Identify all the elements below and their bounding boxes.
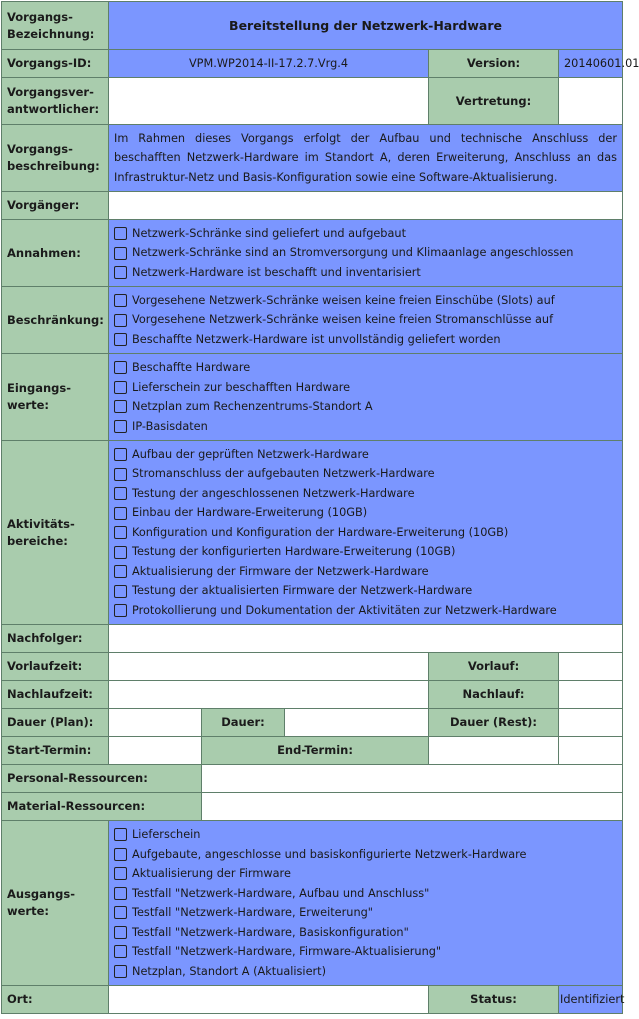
checkbox-icon[interactable] [114, 867, 127, 880]
checkbox-icon[interactable] [114, 247, 127, 260]
ausgangswerte-item[interactable]: Aktualisierung der Firmware [114, 864, 617, 884]
beschraenkung-item[interactable]: Beschaffte Netzwerk-Hardware ist unvollständig geliefert worden [114, 330, 617, 350]
ausgangswerte-item[interactable]: Netzplan, Standort A (Aktualisiert) [114, 962, 617, 982]
aktivitaeten-item[interactable]: Konfiguration und Konfiguration der Hardware-Erweiterung (10GB) [114, 523, 617, 543]
checkbox-icon[interactable] [114, 828, 127, 841]
checkbox-icon[interactable] [114, 906, 127, 919]
beschraenkung-label: Beschränkung: [2, 287, 109, 354]
annahmen-label: Annahmen: [2, 220, 109, 287]
vorgaenger-value[interactable] [109, 192, 623, 220]
end-termin-extra[interactable] [559, 737, 623, 765]
annahmen-item[interactable]: Netzwerk-Schränke sind an Stromversorgung und Klimaanlage angeschlossen [114, 243, 617, 263]
aktivitaeten-item[interactable]: Testung der angeschlossenen Netzwerk-Hardware [114, 484, 617, 504]
version-label: Version: [429, 50, 559, 78]
eingangswerte-list [109, 354, 623, 441]
checkbox-icon[interactable] [114, 448, 127, 461]
vertretung-value[interactable] [559, 78, 623, 125]
dauer-value[interactable] [285, 709, 429, 737]
aktivitaeten-item[interactable]: Einbau der Hardware-Erweiterung (10GB) [114, 503, 617, 523]
aktivitaeten-item[interactable]: Stromanschluss der aufgebauten Netzwerk-Hardware [114, 464, 617, 484]
ausgangswerte-item[interactable]: Lieferschein [114, 825, 617, 845]
checkbox-icon[interactable] [114, 887, 127, 900]
aktivitaeten-list [109, 441, 623, 625]
ausgangswerte-item[interactable]: Testfall "Netzwerk-Hardware, Basiskonfiguration" [114, 923, 617, 943]
annahmen-list [109, 220, 623, 287]
checkbox-icon[interactable] [114, 381, 127, 394]
dauer-plan-label: Dauer (Plan): [2, 709, 109, 737]
ausgangswerte-item[interactable]: Testfall "Netzwerk-Hardware, Erweiterung" [114, 903, 617, 923]
verantwortlicher-value[interactable] [109, 78, 429, 125]
eingangswerte-label: Eingangs-werte: [2, 354, 109, 441]
ausgangswerte-list [109, 821, 623, 986]
aktivitaeten-item[interactable]: Testung der aktualisierten Firmware der Netzwerk-Hardware [114, 581, 617, 601]
eingangswerte-item[interactable]: Lieferschein zur beschafften Hardware [114, 378, 617, 398]
checkbox-icon[interactable] [114, 526, 127, 539]
start-termin-label: Start-Termin: [2, 737, 109, 765]
dauer-rest-value[interactable] [559, 709, 623, 737]
aktivitaeten-item[interactable]: Aufbau der geprüften Netzwerk-Hardware [114, 445, 617, 465]
eingangswerte-item[interactable]: Netzplan zum Rechenzentrums-Standort A [114, 397, 617, 417]
nachlaufzeit-value[interactable] [109, 681, 429, 709]
dauer-rest-label: Dauer (Rest): [429, 709, 559, 737]
checkbox-icon[interactable] [114, 565, 127, 578]
beschraenkung-item[interactable]: Vorgesehene Netzwerk-Schränke weisen keine freien Einschübe (Slots) auf [114, 291, 617, 311]
checkbox-icon[interactable] [114, 507, 127, 520]
ausgangswerte-label: Ausgangs-werte: [2, 821, 109, 986]
nachfolger-value[interactable] [109, 625, 623, 653]
eingangswerte-item[interactable]: IP-Basisdaten [114, 417, 617, 437]
aktivitaeten-item[interactable]: Aktualisierung der Firmware der Netzwerk-Hardware [114, 562, 617, 582]
checkbox-icon[interactable] [114, 314, 127, 327]
material-ressourcen-label: Material-Ressourcen: [2, 793, 202, 821]
dauer-label: Dauer: [202, 709, 285, 737]
checkbox-icon[interactable] [114, 294, 127, 307]
nachlauf-label: Nachlauf: [429, 681, 559, 709]
checkbox-icon[interactable] [114, 585, 127, 598]
process-title: Bereitstellung der Netzwerk-Hardware [109, 2, 623, 50]
personal-ressourcen-value[interactable] [202, 765, 623, 793]
beschreibung-text: Im Rahmen dieses Vorgangs erfolgt der Aufbau und technische Anschluss der beschafften Netzwerk-Hardware im Standort A, deren Erweiterung, Anschluss an das Infrastruktur-Netz und Basis-Konfiguration sowie eine Software-Aktualisierung. [109, 125, 623, 192]
ort-label: Ort: [2, 986, 109, 1014]
ausgangswerte-item[interactable]: Testfall "Netzwerk-Hardware, Aufbau und Anschluss" [114, 884, 617, 904]
checkbox-icon[interactable] [114, 965, 127, 978]
process-form-table [1, 1, 639, 1014]
checkbox-icon[interactable] [114, 487, 127, 500]
beschraenkung-item[interactable]: Vorgesehene Netzwerk-Schränke weisen keine freien Stromanschlüsse auf [114, 310, 617, 330]
checkbox-icon[interactable] [114, 400, 127, 413]
eingangswerte-item[interactable]: Beschaffte Hardware [114, 358, 617, 378]
ort-value[interactable] [109, 986, 429, 1014]
status-value: Identifiziert [559, 986, 623, 1014]
checkbox-icon[interactable] [114, 333, 127, 346]
aktivitaeten-item[interactable]: Protokollierung und Dokumentation der Aktivitäten zur Netzwerk-Hardware [114, 601, 617, 621]
checkbox-icon[interactable] [114, 468, 127, 481]
id-value: VPM.WP2014-II-17.2.7.Vrg.4 [109, 50, 429, 78]
beschreibung-label: Vorgangs-beschreibung: [2, 125, 109, 192]
aktivitaeten-item[interactable]: Testung der konfigurierten Hardware-Erweiterung (10GB) [114, 542, 617, 562]
checkbox-icon[interactable] [114, 604, 127, 617]
checkbox-icon[interactable] [114, 945, 127, 958]
nachfolger-label: Nachfolger: [2, 625, 109, 653]
bezeichnung-label: Vorgangs-Bezeichnung: [2, 2, 109, 50]
ausgangswerte-item[interactable]: Aufgebaute, angeschlosse und basiskonfigurierte Netzwerk-Hardware [114, 845, 617, 865]
vorlaufzeit-label: Vorlaufzeit: [2, 653, 109, 681]
beschraenkung-list [109, 287, 623, 354]
version-value: 20140601.01 [559, 50, 623, 78]
end-termin-label: End-Termin: [202, 737, 429, 765]
vorlaufzeit-value[interactable] [109, 653, 429, 681]
id-label: Vorgangs-ID: [2, 50, 109, 78]
vorlauf-value[interactable] [559, 653, 623, 681]
personal-ressourcen-label: Personal-Ressourcen: [2, 765, 202, 793]
annahmen-item[interactable]: Netzwerk-Schränke sind geliefert und aufgebaut [114, 224, 617, 244]
checkbox-icon[interactable] [114, 361, 127, 374]
checkbox-icon[interactable] [114, 546, 127, 559]
nachlaufzeit-label: Nachlaufzeit: [2, 681, 109, 709]
checkbox-icon[interactable] [114, 420, 127, 433]
status-label: Status: [429, 986, 559, 1014]
nachlauf-value[interactable] [559, 681, 623, 709]
vorgaenger-label: Vorgänger: [2, 192, 109, 220]
aktivitaeten-label: Aktivitäts-bereiche: [2, 441, 109, 625]
checkbox-icon[interactable] [114, 848, 127, 861]
annahmen-item[interactable]: Netzwerk-Hardware ist beschafft und inventarisiert [114, 263, 617, 283]
material-ressourcen-value[interactable] [202, 793, 623, 821]
vorlauf-label: Vorlauf: [429, 653, 559, 681]
checkbox-icon[interactable] [114, 266, 127, 279]
dauer-plan-value[interactable] [109, 709, 202, 737]
vertretung-label: Vertretung: [429, 78, 559, 125]
ausgangswerte-item[interactable]: Testfall "Netzwerk-Hardware, Firmware-Aktualisierung" [114, 942, 617, 962]
verantwortlicher-label: Vorgangsver-antwortlicher: [2, 78, 109, 125]
start-termin-value[interactable] [109, 737, 202, 765]
checkbox-icon[interactable] [114, 227, 127, 240]
checkbox-icon[interactable] [114, 926, 127, 939]
end-termin-value[interactable] [429, 737, 559, 765]
